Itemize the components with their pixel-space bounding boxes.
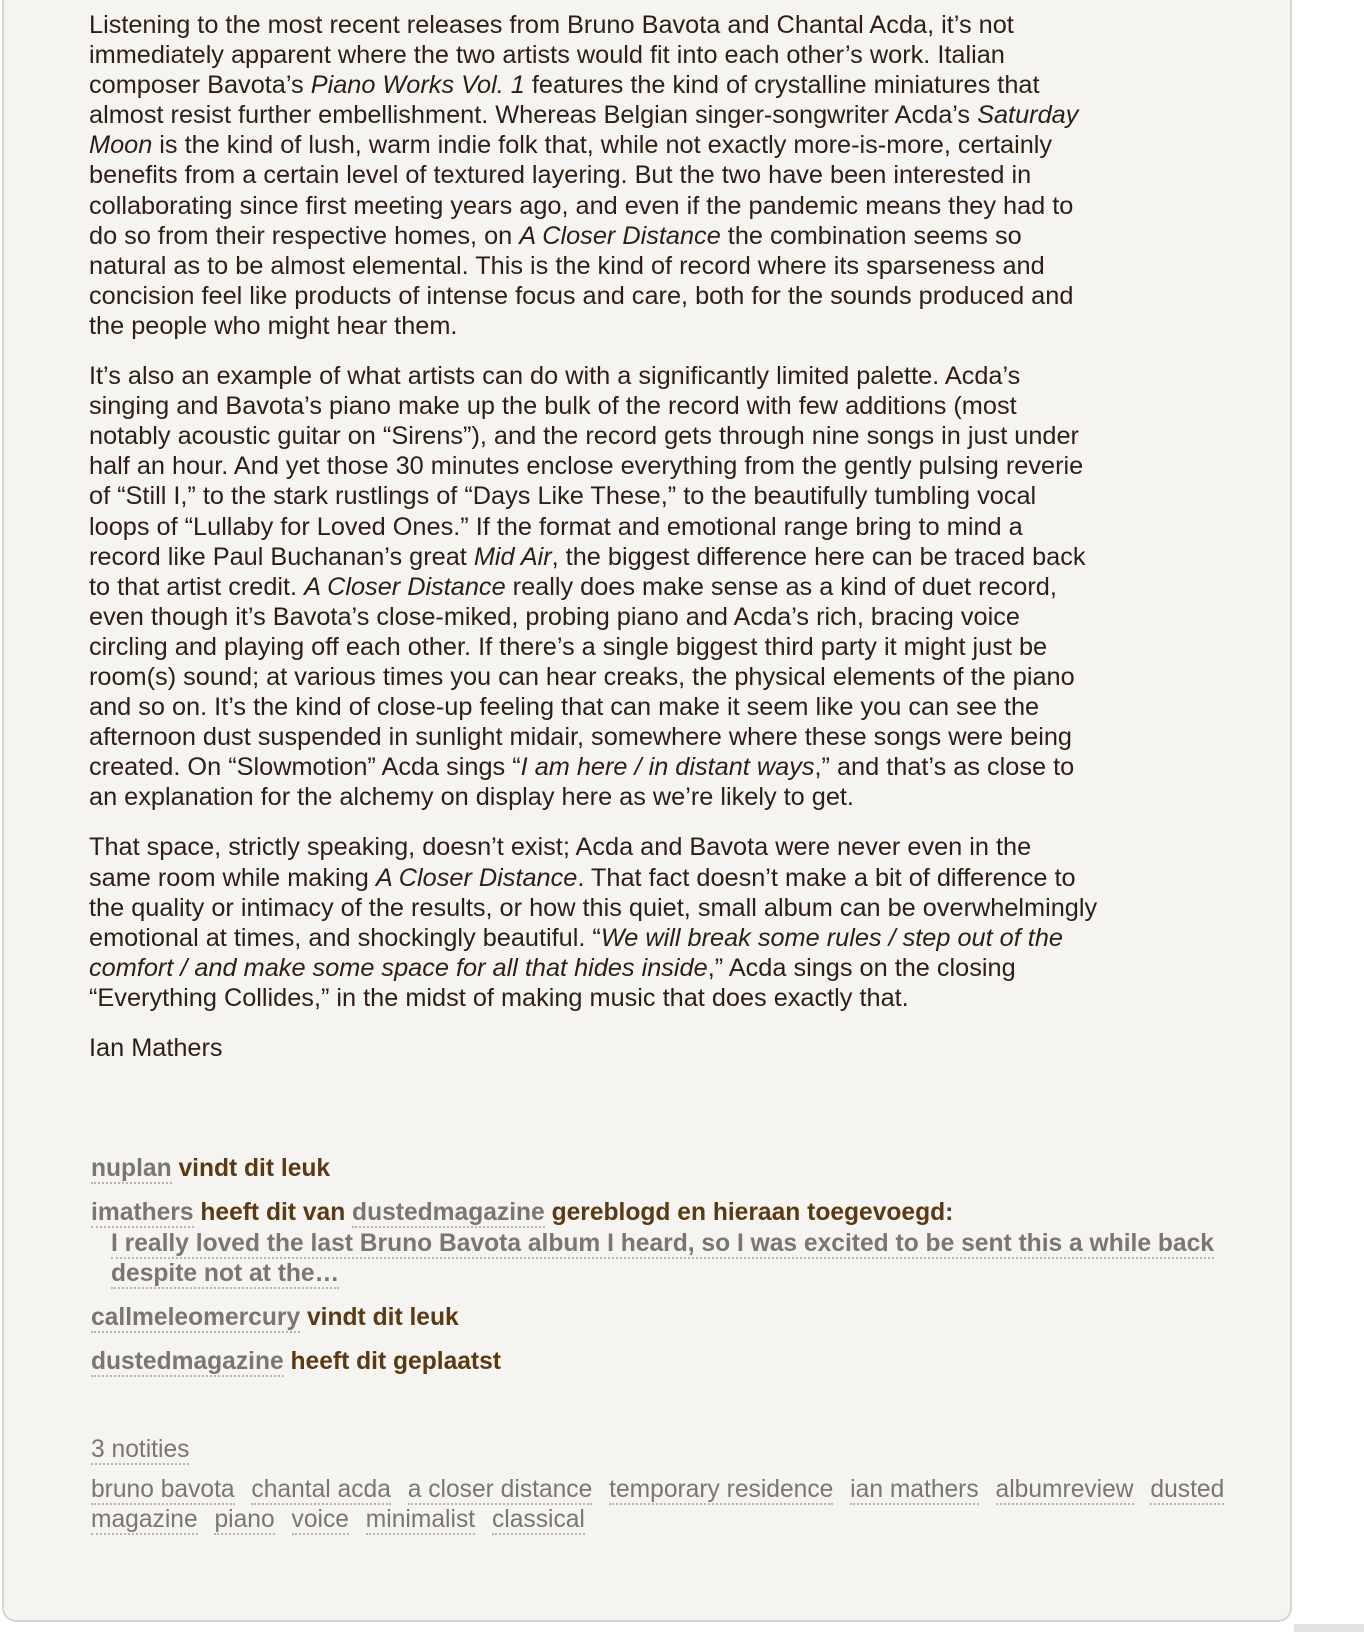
tag-link[interactable]: classical xyxy=(491,1506,585,1533)
text-segment: It’s also an example of what artists can do with a significantly limited palette. Acda’s singing and Bavota’s piano make up the bulk of the record with few additions (most notably acoustic guitar on “Sirens”), and the record gets through nine songs in just under half an hour. And yet those 30 minutes enclose everything from the gently pulsing reverie of “Still I,” to the stark rustlings of “Days Like These,” to the beautifully tumbling vocal loops of “Lullaby for Loved Ones.” If the format and emotional range bring to mind a record like Paul Buchanan’s great xyxy=(89,362,1084,571)
lyric-quote-italic: We will break some rules / step out of the comfort / and make some space for all that hides inside xyxy=(89,923,1063,982)
album-title-italic: Mid Air xyxy=(473,542,552,571)
note-action: gereblogd en hieraan toegevoegd: xyxy=(544,1199,954,1226)
note-post xyxy=(91,1347,1291,1377)
album-title-italic: A Closer Distance xyxy=(375,863,578,892)
text-segment: Listening to the most recent releases from Bruno Bavota and Chantal Acda, it’s not immediately apparent where the two artists would fit into each other’s work. Italian composer Bavota’s xyxy=(89,11,1014,100)
note-reblog xyxy=(91,1198,1291,1289)
post-meta xyxy=(91,1435,1301,1535)
text-segment: really does make sense as a kind of duet record, even though it’s Bavota’s close-miked, probing piano and Acda’s rich, bracing voice circling and playing off each other. If there’s a single biggest third party it might just be room(s) sound; at various times you can hear creaks, the physical elements of the piano and so on. It’s the kind of close-up feeling that can make it seem like you can see the afternoon dust suspended in sunlight midair, somewhere where these songs were being created. On “Slowmotion” Acda sings “ xyxy=(89,572,1075,782)
tag-link[interactable]: piano xyxy=(214,1506,275,1533)
tag-link[interactable]: temporary residence xyxy=(609,1476,834,1503)
text-segment: . That fact doesn’t make a bit of difference to the quality or intimacy of the results, or how this quiet, small album can be overwhelmingly emotional at times, and shockingly beautiful. “ xyxy=(89,863,1098,952)
tag-list xyxy=(91,1475,1301,1535)
album-title-italic: A Closer Distance xyxy=(304,572,506,601)
text-segment: That space, strictly speaking, doesn’t exist; Acda and Bavota were never even in the same room while making xyxy=(89,833,1032,892)
tag-link[interactable]: bruno bavota xyxy=(91,1476,235,1503)
post-body xyxy=(89,0,1099,1083)
text-segment: ,” Acda sings on the closing “Everything Collides,” in the midst of making music that does exactly that. xyxy=(89,953,1016,1012)
tag-link[interactable]: dusted magazine xyxy=(91,1476,1225,1533)
note-user-link[interactable]: imathers xyxy=(91,1199,194,1226)
note-like xyxy=(91,1154,1291,1184)
note-user-link[interactable]: dustedmagazine xyxy=(91,1348,284,1375)
tag-link[interactable]: a closer distance xyxy=(407,1476,593,1503)
tag-link[interactable]: chantal acda xyxy=(251,1476,391,1503)
tag-link[interactable]: minimalist xyxy=(365,1506,476,1533)
text-segment: , the biggest difference here can be traced back to that artist credit. xyxy=(89,542,1086,601)
review-paragraph-3 xyxy=(89,832,1099,1013)
reblog-comment-text: I really loved the last Bruno Bavota album I heard, so I was excited to be sent this a while back despite not at the… xyxy=(111,1230,1214,1287)
tag-link[interactable]: ian mathers xyxy=(850,1476,979,1503)
album-title-italic: Saturday Moon xyxy=(89,101,1079,160)
tag-link[interactable]: voice xyxy=(291,1506,349,1533)
text-segment: features the kind of crystalline miniatures that almost resist further embellishment. Whereas Belgian singer-songwriter Acda’s xyxy=(89,71,1040,130)
lyric-quote-italic: I am here / in distant ways xyxy=(520,753,815,782)
post-container xyxy=(2,0,1292,1622)
note-like xyxy=(91,1303,1291,1333)
notes-count-link[interactable]: 3 notities xyxy=(91,1436,190,1463)
text-segment: is the kind of lush, warm indie folk that, while not exactly more-is-more, certainly benefits from a certain level of textured layering. But the two have been interested in collaborating since first meeting years ago, and even if the pandemic means they had to do so from their respective homes, on xyxy=(89,131,1074,250)
review-paragraph-2 xyxy=(89,361,1099,812)
note-user-link[interactable]: nuplan xyxy=(91,1155,172,1182)
note-action: vindt dit leuk xyxy=(300,1304,459,1331)
note-action: heeft dit van xyxy=(193,1199,353,1226)
text-segment: the combination seems so natural as to be almost elemental. This is the kind of record where its sparseness and concision feel like products of intense focus and care, both for the sounds produced and the people who might hear them. xyxy=(89,221,1074,340)
review-author: Ian Mathers xyxy=(89,1034,223,1062)
page-corner xyxy=(1294,1624,1364,1632)
tag-link[interactable]: albumreview xyxy=(995,1476,1134,1503)
album-title-italic: Piano Works Vol. 1 xyxy=(310,71,525,100)
note-action: heeft dit geplaatst xyxy=(283,1348,501,1375)
text-segment: ,” and that’s as close to an explanation for the alchemy on display here as we’re likely to get. xyxy=(89,753,1075,812)
note-user-link[interactable]: callmeleomercury xyxy=(91,1304,301,1331)
note-source-link[interactable]: dustedmagazine xyxy=(352,1199,545,1226)
notes-list xyxy=(91,1154,1291,1377)
review-paragraph-1 xyxy=(89,10,1099,341)
reblog-comment[interactable] xyxy=(111,1229,1291,1289)
album-title-italic: A Closer Distance xyxy=(519,221,721,250)
note-action: vindt dit leuk xyxy=(171,1155,331,1182)
